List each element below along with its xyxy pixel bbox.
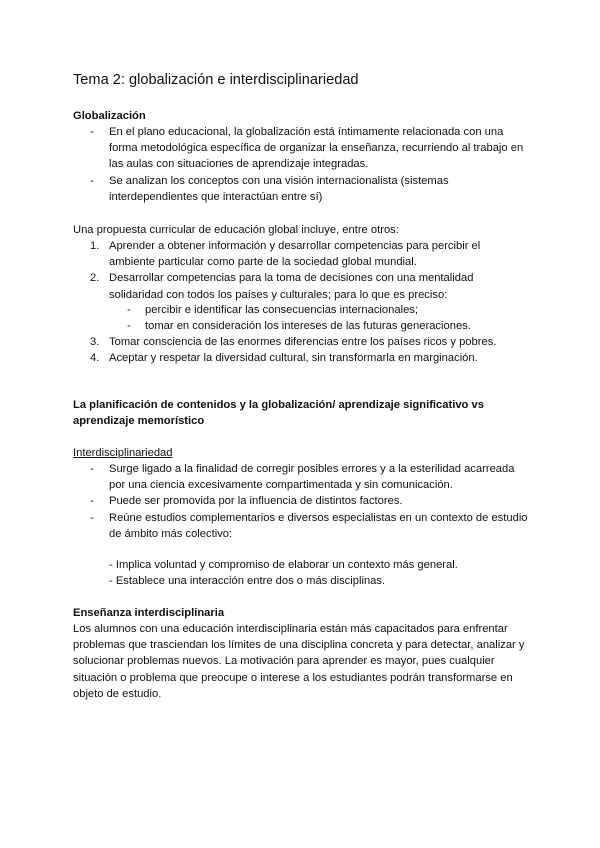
planificacion-heading-line1: La planificación de contenidos y la globalización/ aprendizaje significativo vs [73,399,484,411]
globalizacion-heading: Globalización [73,110,146,122]
list-item: - Reúne estudios complementarios e diversos especialistas en un contexto de estudio de ámbito más colectivo: [73,510,528,542]
globalizacion-list [73,124,528,205]
item-text: Aceptar y respetar la diversidad cultural, sin transformarla en marginación. [109,352,478,365]
ensenanza-heading: Enseñanza interdisciplinaria [73,607,225,619]
list-item: - Surge ligado a la finalidad de corregir posibles errores y a la esterilidad acarreada por una ciencia excesivamente compartimentada y sin comunicación. [73,461,528,493]
item-number: 1. [90,240,100,252]
list-item [73,238,528,270]
propuesta-intro: Una propuesta curricular de educación global incluye, entre otros: [73,224,399,236]
item-number: 3. [90,336,100,348]
document-title: Tema 2: globalización e interdisciplinariedad [73,72,359,88]
list-item [73,270,528,302]
item-text: Desarrollar competencias para la toma de decisiones con una mentalidad solidaridad con todos los países y culturales; para lo que es preciso: [109,272,474,301]
sub-list-item: - tomar en consideración los intereses de las futuras generaciones. [73,318,528,334]
propuesta-list [73,238,528,303]
interdisciplinariedad-extra-line: - Establece una interacción entre dos o más disciplinas. [109,575,386,587]
propuesta-sublist [73,302,528,334]
list-item: - Se analizan los conceptos con una visión internacionalista (sistemas interdependientes que interactúan entre sí) [73,173,528,205]
interdisciplinariedad-extra-line: - Implica voluntad y compromiso de elaborar un contexto más general. [109,559,458,571]
sub-list-item: - percibir e identificar las consecuencias internacionales; [73,302,528,318]
interdisciplinariedad-list [73,461,528,542]
list-item [73,334,528,350]
list-item: - Puede ser promovida por la influencia de distintos factores. [73,493,528,509]
planificacion-heading-line2: aprendizaje memorístico [73,415,205,427]
item-text: Tomar consciencia de las enormes diferencias entre los países ricos y pobres. [109,336,497,348]
propuesta-list-continued [73,334,528,366]
item-number: 4. [90,352,100,365]
list-item: - En el plano educacional, la globalización está íntimamente relacionada con una forma metodológica específica de organizar la enseñanza, recurriendo al trabajo en las aulas con situaciones de aprendizaje integradas. [73,124,528,173]
list-item [73,350,528,366]
item-text: Aprender a obtener información y desarrollar competencias para percibir el ambiente particular como parte de la sociedad global mundial. [109,240,481,269]
item-number: 2. [90,272,100,285]
interdisciplinariedad-heading: Interdisciplinariedad [73,447,173,459]
ensenanza-paragraph: Los alumnos con una educación interdisciplinaria están más capacitados para enfrentar problemas que trasciendan los límites de una disciplina concreta y para detectar, analizar y solucionar problemas nuevos. La motivación para aprender es mayor, pues cualquier situación o problema que preocupe o interese a los estudiantes podrán transformarse en objeto de estudio. [73,623,525,700]
